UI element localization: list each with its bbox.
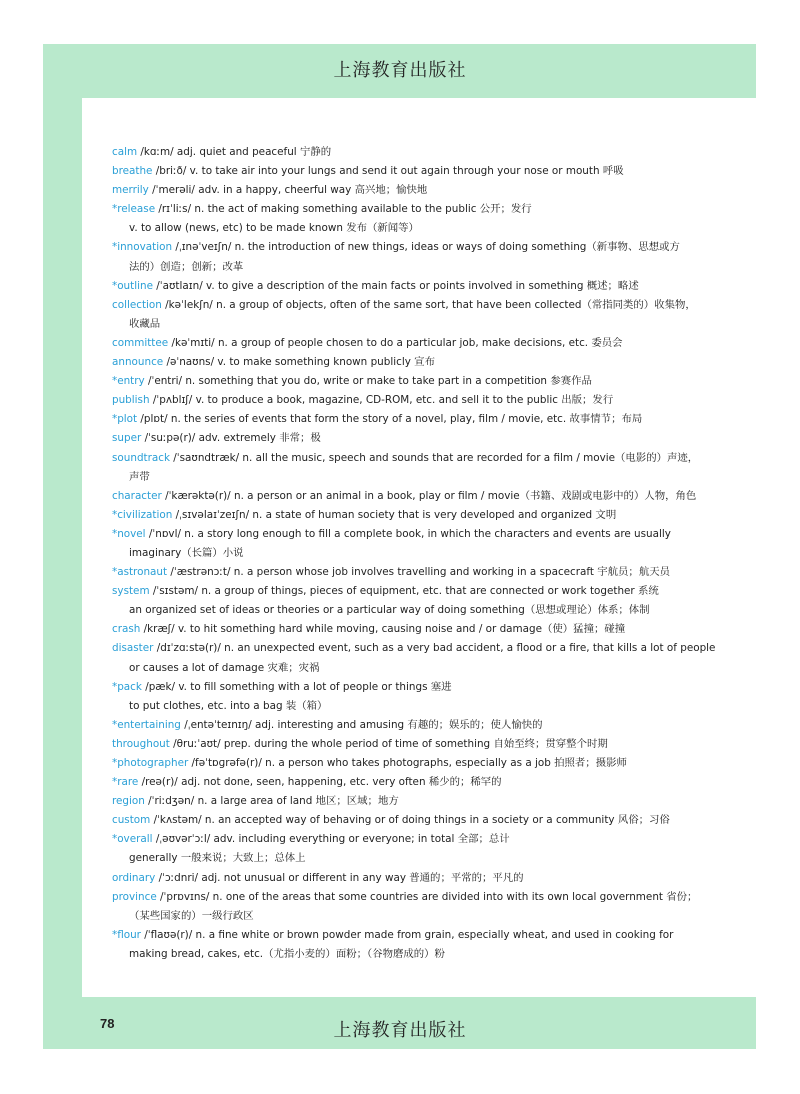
entry-text: /ˌentəˈteɪnɪŋ/ adj. interesting and amusing 有趣的；娱乐的；使人愉快的 [180,718,543,731]
entry-text: /kɑːm/ adj. quiet and peaceful 宁静的 [137,146,332,158]
headword: announce [112,356,164,369]
entry-text: to put clothes, etc. into a bag 装（箱） [129,699,328,712]
headword: disaster [112,642,154,655]
headword: *entry [112,375,145,388]
vocab-entry [112,582,672,601]
vocab-entry-continuation [112,659,672,678]
entry-text: /ˈæstrənɔːt/ n. a person whose job involves travelling and working in a spacecraft 宇航员；航天员 [167,566,670,579]
headword: soundtrack [112,451,170,464]
entry-text: /ˈsaʊndtræk/ n. all the music, speech and sounds that are recorded for a film / movie（电影的）声迹， [169,451,699,464]
vocab-entry [112,506,672,525]
headword: calm [112,146,138,158]
headword: *civilization [112,508,173,521]
headword: super [112,432,142,445]
headword: *entertaining [112,718,181,731]
headword: character [112,489,162,502]
entry-text: 法的）创造；创新；改革 [129,260,244,273]
vocab-entry-continuation [112,258,672,277]
headword: *plot [112,413,138,426]
entry-text: /ˈpʌblɪʃ/ v. to produce a book, magazine, CD-ROM, etc. and sell it to the public 出版；发行 [149,394,614,407]
vocab-entry [112,487,697,506]
entry-text: /ˈnɒvl/ n. a story long enough to fill a complete book, in which the characters and events are usually [145,527,671,540]
vocab-entry [112,162,672,181]
vocab-entry [112,773,672,792]
vocab-entry [112,830,672,849]
vocab-entry [112,296,696,315]
entry-text: /ˈmerəli/ adv. in a happy, cheerful way 高兴地；愉快地 [148,184,428,197]
vocab-entry [112,735,672,754]
entry-text: making bread, cakes, etc.（尤指小麦的）面粉；（谷物磨成的）粉 [129,947,445,960]
headword: *novel [112,527,146,540]
headword: merrily [112,184,149,197]
header-publisher: 上海教育出版社 [333,60,467,81]
vocab-entry [112,792,672,811]
headword: collection [112,298,162,311]
entry-text: /ˈɔːdnri/ adj. not unusual or different in any way 普通的；平常的；平凡的 [155,871,524,884]
vocab-entry-continuation [112,219,672,238]
vocab-entry [112,334,672,353]
vocab-entry [112,926,672,945]
vocab-entry [112,525,672,544]
entry-text: /ˈprɒvɪns/ n. one of the areas that some countries are divided into with its own local government 省份； [156,890,698,903]
entry-text: （某些国家的）一级行政区 [129,909,254,922]
vocab-entry [112,811,672,830]
headword: *flour [112,928,141,941]
vocab-entry [112,639,716,658]
entry-text: /kəˈlekʃn/ n. a group of objects, often of the same sort, that have been collected（常指同类的）收集物， [161,298,696,311]
page-number: 78 [100,1016,115,1031]
entry-text: /ˈentri/ n. something that you do, write or make to take part in a competition 参赛作品 [144,375,592,388]
headword: custom [112,814,151,827]
entry-text: /rɪˈliːs/ n. the act of making something available to the public 公开；发行 [155,203,532,216]
headword: *astronaut [112,566,168,579]
vocab-entry-continuation [112,315,672,334]
vocab-entry-continuation [112,544,672,563]
vocab-entry [112,238,680,257]
headword: province [112,890,157,903]
vocab-entry [112,200,672,219]
vocab-entry-continuation [112,907,672,926]
entry-text: /ˈriːdʒən/ n. a large area of land 地区；区域；地方 [144,795,399,808]
vocab-entry [112,563,672,582]
headword: *innovation [112,241,173,254]
entry-text: /ˌəʊvərˈɔːl/ adv. including everything or everyone; in total 全部；总计 [152,833,510,846]
entry-text: /briːð/ v. to take air into your lungs and send it out again through your nose or mouth 呼吸 [152,165,624,178]
headword: region [112,795,145,808]
entry-text: /ˈsuːpə(r)/ adv. extremely 非常；极 [141,432,321,445]
headword: committee [112,336,169,349]
vocab-entry [112,353,672,372]
entry-text: /ˈkærəktə(r)/ n. a person or an animal in a book, play or film / movie（书籍、戏剧或电影中的）人物，角色 [161,489,697,502]
entry-text: generally 一般来说；大致上；总体上 [129,852,306,865]
headword: crash [112,623,141,636]
vocab-entry [112,716,672,735]
vocab-entry [112,869,672,888]
headword: breathe [112,165,153,178]
entry-text: imaginary（长篇）小说 [129,546,244,559]
headword: *photographer [112,757,189,769]
vocab-entry [112,391,672,410]
vocab-entry [112,429,672,448]
entry-text: /dɪˈzɑːstə(r)/ n. an unexpected event, such as a very bad accident, a flood or a fire, that kills a lot of people [153,642,716,655]
entry-text: /fəˈtɒɡrəfə(r)/ n. a person who takes photographs, especially as a job 拍照者；摄影师 [188,757,627,769]
vocab-entry [112,754,672,773]
vocab-entry-continuation [112,849,672,868]
entry-text: /kræʃ/ v. to hit something hard while moving, causing noise and / or damage（使）猛撞；碰撞 [140,623,626,636]
headword: throughout [112,737,170,750]
entry-text: /kəˈmɪti/ n. a group of people chosen to do a particular job, make decisions, etc. 委员会 [168,336,623,349]
headword: publish [112,394,150,407]
vocab-entry [112,449,699,468]
vocab-entry [112,143,672,162]
entry-text: /reə(r)/ adj. not done, seen, happening, etc. very often 稀少的；稀罕的 [138,776,502,789]
entry-text: an organized set of ideas or theories or a particular way of doing something（思想或理论）体系；体制 [129,604,650,617]
entry-text: /ˈkʌstəm/ n. an accepted way of behaving or of doing things in a society or a community 风俗；习俗 [150,814,670,827]
entry-text: /plɒt/ n. the series of events that form the story of a novel, play, film / movie, etc. 故事情节；布局 [137,413,643,426]
headword: system [112,585,150,598]
entry-text: v. to allow (news, etc) to be made known 发布（新闻等） [129,222,419,235]
headword: *outline [112,279,153,292]
entry-text: /ˈsɪstəm/ n. a group of things, pieces of equipment, etc. that are connected or work together 系统 [149,585,659,598]
footer-publisher: 上海教育出版社 [333,1020,467,1041]
entry-text: 收藏品 [129,317,161,330]
entry-text: /ˌsɪvəlaɪˈzeɪʃn/ n. a state of human society that is very developed and organized 文明 [172,508,617,521]
entry-text: /ˈflaʊə(r)/ n. a fine white or brown powder made from grain, especially wheat, and used in cooking for [140,928,674,941]
vocabulary-list [112,143,716,964]
vocab-entry [112,678,672,697]
entry-text: 声带 [129,470,150,483]
vocab-entry [112,277,672,296]
headword: *overall [112,833,153,846]
vocab-entry-continuation [112,697,672,716]
entry-text: /ˌɪnəˈveɪʃn/ n. the introduction of new things, ideas or ways of doing something（新事物、思想或方 [172,241,680,254]
entry-text: /pæk/ v. to fill something with a lot of people or things 塞进 [141,680,452,693]
vocab-entry-continuation [112,468,672,487]
vocab-entry-continuation [112,945,672,964]
headword: *pack [112,680,142,693]
entry-text: or causes a lot of damage 灾难；灾祸 [129,661,320,674]
vocab-entry [112,181,672,200]
vocab-entry [112,888,698,907]
vocab-entry [112,620,672,639]
headword: ordinary [112,871,156,884]
headword: *rare [112,776,139,789]
entry-text: /ˈaʊtlaɪn/ v. to give a description of the main facts or points involved in something 概述；略述 [152,279,639,292]
headword: *release [112,203,156,216]
entry-text: /θruːˈaʊt/ prep. during the whole period of time of something 自始至终；贯穿整个时期 [169,737,608,750]
vocab-entry [112,372,672,391]
vocab-entry [112,410,672,429]
vocab-entry-continuation [112,601,672,620]
entry-text: /əˈnaʊns/ v. to make something known publicly 宣布 [163,356,435,369]
